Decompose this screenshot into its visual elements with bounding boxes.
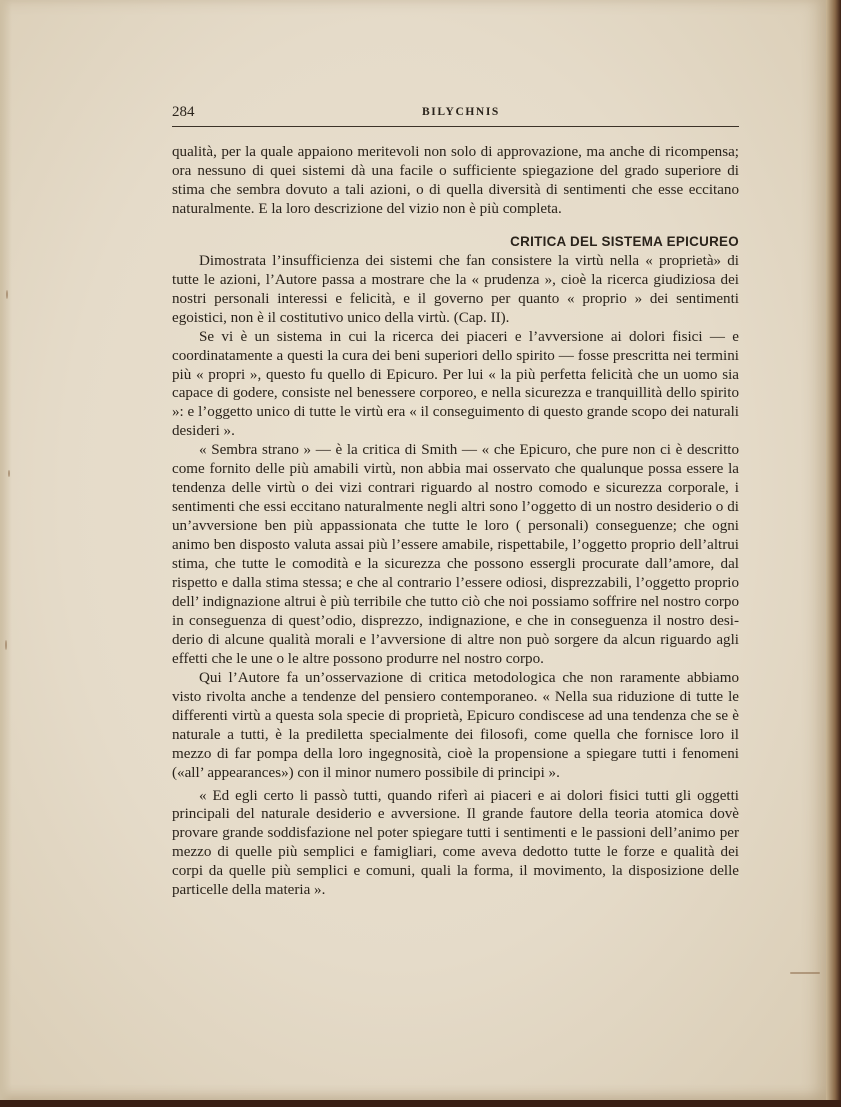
page-bottom-edge	[0, 1100, 841, 1107]
page-left-edge	[0, 0, 12, 1100]
paragraph: Qui l’Autore fa un’osservazione di critica metodologica che non raramente abbiamo visto rivolta anche a tendenze del pensiero contemporaneo. « Nella sua riduzione di tutte le differenti virtù a questa sola specie di proprietà, Epicuro condiscese ad una tendenza che se è naturale a tutti, è la prediletta specialmente dei filosofi, come quella che fornisce loro il mezzo di far pompa della loro ingegnosità, cioè la propensione a spiegare tutti i fenomeni («all’ appearances») con il minor numero possibile di principi ».	[172, 669, 739, 781]
section-title: CRITICA DEL SISTEMA EPICUREO	[510, 233, 739, 249]
paragraph: « Sembra strano » — è la critica di Smith — « che Epicuro, che pure non ci è descritto come fornito delle più amabili virtù, non abbia mai osservato che qualunque possa essere la tendenza delle virtù o dei vizi contrari riguardo al nostro comodo e sicurezza corporale, i sentimenti che essi eccitano naturalmente negli altri sono l’oggetto di un nostro desiderio o di un’avversione ben più appassionata che tutte le loro ( personali) conseguenze; che ogni animo ben disposto valuta assai più l’essere amabile, rispettabile, l’oggetto proprio dell’altrui stima, che tutte le comodità e la sicurezza che possono essergli procurate dall’amore, dal rispetto e dalla stima stessa; e che al contrario l’essere odiosi, disprezzabili, l’oggetto proprio dell’ indignazione altrui è più terribile che tutto ciò che noi possiamo soffrire nel nostro corpo in conseguenza di quest’odio, disprezzo, indignazione, e che in conseguenza il nostro desiderio di alcune qualità morali e l’avversione di altre non può sorgere da alcun riguardo agli effetti che le une o le altre possono produrre nel nostro corpo.	[172, 442, 739, 667]
paper-speck	[6, 290, 8, 299]
page-right-edge	[826, 0, 841, 1107]
paragraph: Se vi è un sistema in cui la ricerca dei piaceri e l’avversione ai dolori fisici — e coordinatamente a questi la cura dei beni superiori dello spirito — fosse prescritta nei termini più « propri », questo fu quello di Epicuro. Per lui « la più perfetta felicità che un uomo sia capace di godere, consiste nel benessere corporeo, e nella sicurezza e tranquillità dello spirito »: e l’oggetto unico di tutte le virtù era « il conseguimento di questo grande scopo dei naturali desideri ».	[172, 328, 739, 440]
paragraph: « Ed egli certo li passò tutti, quando riferì ai piaceri e ai dolori fisici tutti gli oggetti principali del naturale desiderio e avversione. Il grande fautore della teoria atomica dovè provare grande soddisfazione nel poter spiegare tutti i sentimenti e le passioni dell’animo per mezzo di quelle più semplici e famigliari, come aveva dedotto tutte le forze e qualità dei corpi da quelle più semplici e comuni, quali la forma, il movimento, la disposizione delle particelle della materia ».	[172, 787, 739, 899]
paper-speck	[790, 972, 820, 974]
paragraph: Dimostrata l’insufficienza dei sistemi che fan consistere la virtù nella « proprietà» di tutte le azioni, l’Autore passa a mostrare che la « prudenza », cioè la ricerca giudiziosa dei nostri personali interessi e felicità, e il governo per quanto « proprio » dei sentimenti egoistici, non è il costitutivo unico della virtù. (Cap. II).	[172, 252, 739, 326]
page-number: 284	[172, 104, 195, 120]
header-rule	[172, 126, 739, 127]
page-body	[172, 143, 739, 900]
paper-speck	[8, 470, 10, 477]
running-head: BILYCHNIS	[422, 106, 500, 118]
page-header	[172, 104, 739, 126]
paper-speck	[5, 640, 7, 650]
paragraph-continuation: qualità, per la quale appaiono meritevoli non solo di approvazione, ma anche di ricompensa; ora nessuno di quei sistemi dà una facile o sufficiente spiegazione del grado superiore di stima che sembra dovuto a tali azioni, o di quella diversità di sentimenti che esse eccitano naturalmente. E la loro descrizione del vizio non è più completa.	[172, 144, 739, 217]
